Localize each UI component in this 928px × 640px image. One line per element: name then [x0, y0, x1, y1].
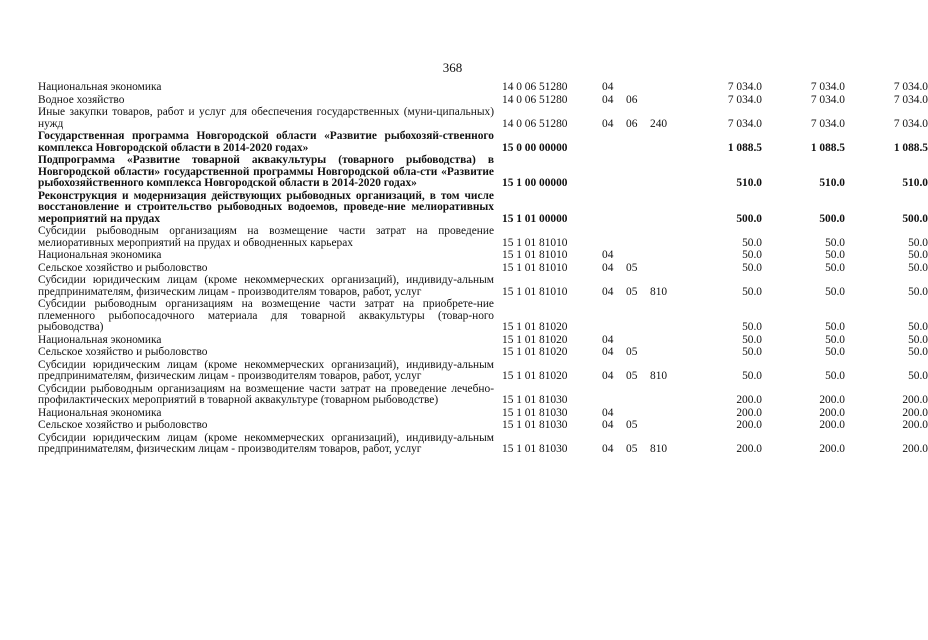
subsection-code: 06: [626, 117, 638, 130]
section-code: 04: [602, 346, 614, 358]
expense-type-code: [650, 420, 692, 433]
expense-type-code: [650, 191, 692, 227]
section-code: 04: [602, 419, 614, 431]
section-code: [602, 155, 626, 191]
subsection-code: [626, 299, 650, 335]
section-code: 04: [602, 81, 614, 93]
target-code: 15 1 01 81030: [502, 406, 568, 419]
section-code: 04: [602, 370, 614, 382]
section-code: [602, 226, 626, 250]
target-code: 15 1 01 81020: [502, 321, 568, 333]
section-code: 04: [602, 333, 614, 346]
row-name: Сельское хозяйство и рыболовство: [38, 261, 208, 274]
amount-year-3: 50.0: [908, 285, 928, 298]
table-row: [38, 226, 928, 250]
amount-year-1: 50.0: [742, 370, 762, 382]
page-number: 368: [442, 60, 463, 75]
amount-year-2: 200.0: [819, 394, 845, 406]
amount-year-2: 50.0: [825, 321, 845, 333]
table-row: [38, 82, 928, 95]
target-code: 14 0 06 51280: [502, 117, 568, 130]
target-code: 15 1 01 81030: [502, 394, 568, 406]
subsection-code: [626, 82, 650, 95]
subsection-code: [626, 131, 650, 155]
table-row: [38, 433, 928, 457]
amount-year-2: 510.0: [819, 177, 845, 189]
expense-type-code: [650, 263, 692, 276]
amount-year-3: 200.0: [902, 443, 928, 455]
amount-year-1: 200.0: [736, 406, 762, 419]
amount-year-1: 50.0: [742, 236, 762, 249]
amount-year-3: 200.0: [902, 419, 928, 431]
subsection-code: 05: [626, 285, 638, 298]
amount-year-3: 50.0: [908, 249, 928, 261]
amount-year-2: 50.0: [825, 346, 845, 358]
subsection-code: 05: [626, 370, 638, 382]
amount-year-1: 1 088.5: [727, 141, 762, 154]
amount-year-2: 1 088.5: [810, 141, 845, 154]
amount-year-2: 50.0: [825, 249, 845, 261]
amount-year-1: 50.0: [742, 285, 762, 298]
target-code: 15 1 01 81030: [502, 419, 568, 431]
subsection-code: [626, 191, 650, 227]
target-code: 15 1 01 81010: [502, 236, 568, 249]
amount-year-3: 50.0: [908, 370, 928, 382]
table-row: [38, 384, 928, 408]
table-row: [38, 275, 928, 299]
target-code: 15 1 01 81010: [502, 261, 568, 274]
budget-table: [38, 82, 928, 457]
table-row: [38, 191, 928, 227]
amount-year-1: 50.0: [742, 261, 762, 274]
expense-type-code: 810: [650, 443, 668, 455]
subsection-code: 05: [626, 443, 638, 455]
amount-year-1: 50.0: [742, 321, 762, 333]
amount-year-1: 50.0: [742, 333, 762, 346]
target-code: 15 1 01 81010: [502, 285, 568, 298]
target-code: 15 1 00 00000: [502, 177, 568, 189]
table-body: [38, 82, 928, 457]
expense-type-code: [650, 347, 692, 360]
target-code: 15 1 01 81030: [502, 443, 568, 455]
amount-year-1: 50.0: [742, 249, 762, 261]
row-name: Сельское хозяйство и рыболовство: [38, 346, 208, 358]
amount-year-1: 200.0: [736, 394, 762, 406]
amount-year-1: 7 034.0: [727, 117, 762, 130]
subsection-code: [626, 384, 650, 408]
row-name: Водное хозяйство: [38, 93, 125, 106]
target-code: 15 1 01 81020: [502, 346, 568, 358]
amount-year-2: 50.0: [825, 370, 845, 382]
amount-year-3: 200.0: [902, 406, 928, 419]
amount-year-3: 7 034.0: [893, 93, 928, 106]
table-row: [38, 420, 928, 433]
section-code: [602, 384, 626, 408]
amount-year-2: 50.0: [825, 333, 845, 346]
target-code: 15 1 01 81010: [502, 249, 568, 261]
row-name: Реконструкция и модернизация действующих рыбоводных организаций, в том числе восстановление и строительство рыбоводных водоемов, проведе-ние мелиоративных мероприятий на прудах: [38, 189, 494, 225]
amount-year-3: 200.0: [902, 394, 928, 406]
amount-year-1: 50.0: [742, 346, 762, 358]
section-code: 04: [602, 249, 614, 261]
amount-year-3: 50.0: [908, 261, 928, 274]
expense-type-code: [650, 408, 692, 421]
row-name: Субсидии юридическим лицам (кроме некоммерческих организаций), индивиду-альным предпринимателям, физическим лицам - производителям товаров, работ, услуг: [38, 358, 494, 382]
row-name: Субсидии рыбоводным организациям на возмещение части затрат на проведение мелиоративных мероприятий на прудах и обводненных карьерах: [38, 225, 494, 249]
row-name: Национальная экономика: [38, 249, 162, 261]
expense-type-code: [650, 250, 692, 263]
amount-year-2: 500.0: [819, 212, 845, 225]
subsection-code: 06: [626, 93, 638, 106]
row-name: Субсидии рыбоводным организациям на возмещение части затрат на приобрете-ние племенного рыбопосадочного материала для товарной аквакультуры (товар-ного рыбоводства): [38, 298, 494, 333]
expense-type-code: [650, 299, 692, 335]
section-code: 04: [602, 443, 614, 455]
table-row: [38, 155, 928, 191]
amount-year-3: 7 034.0: [893, 117, 928, 130]
amount-year-1: 200.0: [736, 443, 762, 455]
expense-type-code: [650, 95, 692, 108]
section-code: 04: [602, 261, 614, 274]
subsection-code: 05: [626, 419, 638, 431]
row-name: Национальная экономика: [38, 406, 162, 419]
expense-type-code: [650, 384, 692, 408]
subsection-code: 05: [626, 261, 638, 274]
amount-year-3: 500.0: [902, 212, 928, 225]
table-row: [38, 299, 928, 335]
table-row: [38, 347, 928, 360]
target-code: 15 1 01 00000: [502, 212, 568, 225]
amount-year-1: 7 034.0: [727, 81, 762, 93]
amount-year-3: 1 088.5: [893, 141, 928, 154]
expense-type-code: [650, 155, 692, 191]
amount-year-2: 50.0: [825, 261, 845, 274]
amount-year-2: 200.0: [819, 443, 845, 455]
amount-year-3: 510.0: [902, 177, 928, 189]
row-name: Подпрограмма «Развитие товарной аквакультуры (товарного рыбоводства) в Новгородской области» государственной программы Новгородской обла-сти «Развитие рыбохозяйственного комплекса Новгородской области в 2014-2020 годах»: [38, 154, 494, 189]
section-code: [602, 191, 626, 227]
amount-year-3: 50.0: [908, 321, 928, 333]
row-name: Субсидии рыбоводным организациям на возмещение части затрат на проведение лечебно-профилактических мероприятий в товарной аквакультуре (товарном рыбоводстве): [38, 382, 494, 406]
amount-year-3: 50.0: [908, 236, 928, 249]
expense-type-code: [650, 226, 692, 250]
amount-year-2: 7 034.0: [810, 93, 845, 106]
row-name: Иные закупки товаров, работ и услуг для обеспечения государственных (муни-ципальных) нужд: [38, 106, 494, 130]
amount-year-1: 500.0: [736, 212, 762, 225]
section-code: [602, 299, 626, 335]
table-row: [38, 107, 928, 131]
subsection-code: [626, 226, 650, 250]
row-name: Национальная экономика: [38, 81, 162, 93]
section-code: 04: [602, 285, 614, 298]
expense-type-code: 810: [650, 370, 668, 382]
expense-type-code: [650, 82, 692, 95]
amount-year-3: 50.0: [908, 346, 928, 358]
section-code: [602, 131, 626, 155]
table-row: [38, 131, 928, 155]
subsection-code: [626, 250, 650, 263]
row-name: Субсидии юридическим лицам (кроме некоммерческих организаций), индивиду-альным предпринимателям, физическим лицам - производителям товаров, работ, услуг: [38, 274, 494, 298]
amount-year-1: 510.0: [736, 177, 762, 189]
row-name: Государственная программа Новгородской области «Развитие рыбохозяй-ственного комплекса Новгородской области в 2014-2020 годах»: [38, 130, 494, 154]
expense-type-code: 810: [650, 285, 668, 298]
table-row: [38, 360, 928, 384]
amount-year-1: 200.0: [736, 419, 762, 431]
amount-year-2: 7 034.0: [810, 81, 845, 93]
subsection-code: [626, 155, 650, 191]
target-code: 15 1 01 81020: [502, 333, 568, 346]
target-code: 15 1 01 81020: [502, 370, 568, 382]
table-row: [38, 250, 928, 263]
section-code: 04: [602, 93, 614, 106]
target-code: 15 0 00 00000: [502, 141, 568, 154]
expense-type-code: [650, 131, 692, 155]
amount-year-2: 200.0: [819, 406, 845, 419]
amount-year-3: 7 034.0: [893, 81, 928, 93]
target-code: 14 0 06 51280: [502, 81, 568, 93]
amount-year-2: 50.0: [825, 236, 845, 249]
target-code: 14 0 06 51280: [502, 93, 568, 106]
section-code: 04: [602, 406, 614, 419]
subsection-code: 05: [626, 346, 638, 358]
expense-type-code: [650, 335, 692, 348]
amount-year-1: 7 034.0: [727, 93, 762, 106]
amount-year-2: 7 034.0: [810, 117, 845, 130]
section-code: 04: [602, 117, 614, 130]
row-name: Национальная экономика: [38, 333, 162, 346]
row-name: Субсидии юридическим лицам (кроме некоммерческих организаций), индивиду-альным предпринимателям, физическим лицам - производителям товаров, работ, услуг: [38, 431, 494, 455]
expense-type-code: 240: [650, 117, 668, 130]
amount-year-2: 50.0: [825, 285, 845, 298]
amount-year-2: 200.0: [819, 419, 845, 431]
row-name: Сельское хозяйство и рыболовство: [38, 419, 208, 431]
amount-year-3: 50.0: [908, 333, 928, 346]
